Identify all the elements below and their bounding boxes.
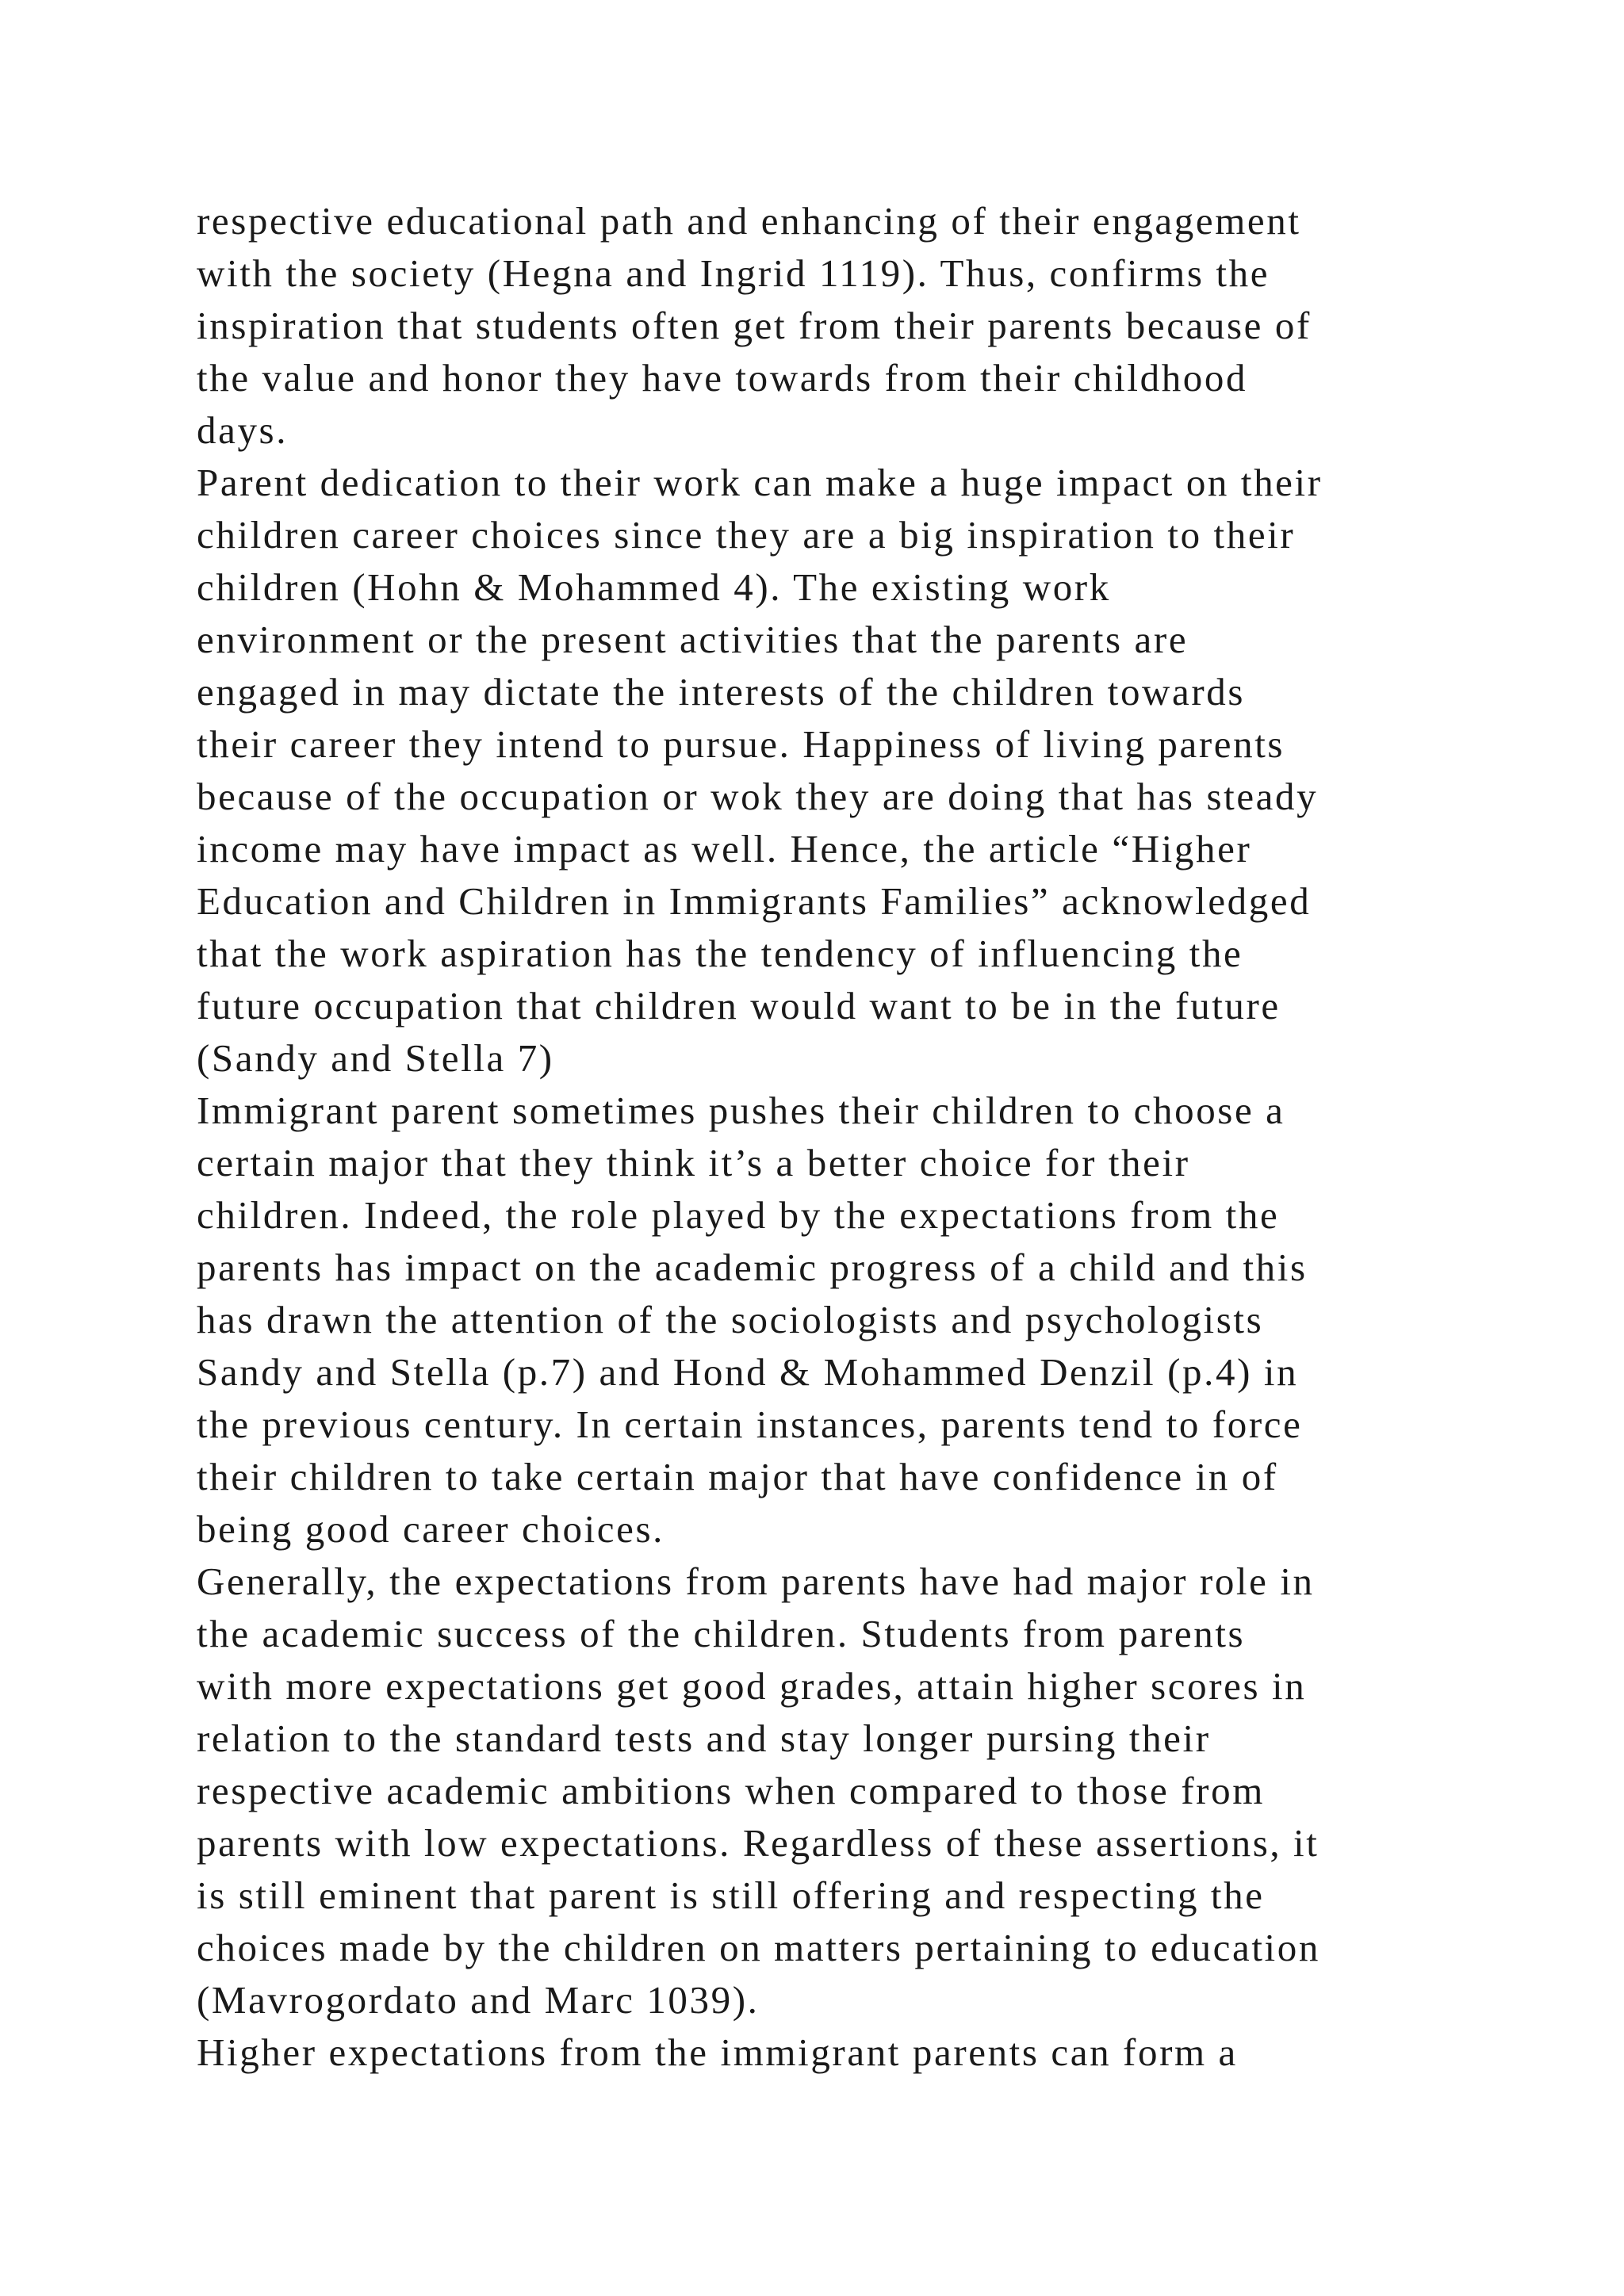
text-line: the academic success of the children. Students from parents bbox=[197, 1612, 1246, 1655]
text-line: (Sandy and Stella 7) bbox=[197, 1036, 554, 1080]
text-line: relation to the standard tests and stay longer pursing their bbox=[197, 1716, 1211, 1760]
text-line: parents with low expectations. Regardless of these assertions, it bbox=[197, 1821, 1320, 1865]
text-line: certain major that they think it’s a better choice for their bbox=[197, 1141, 1190, 1184]
text-line: Sandy and Stella (p.7) and Hond & Mohammed Denzil (p.4) in bbox=[197, 1350, 1299, 1394]
body-text bbox=[197, 195, 1465, 2079]
text-line: has drawn the attention of the sociologists and psychologists bbox=[197, 1298, 1264, 1341]
text-line: children. Indeed, the role played by the expectations from the bbox=[197, 1193, 1280, 1237]
text-line: Parent dedication to their work can make a huge impact on their bbox=[197, 461, 1323, 504]
text-line: because of the occupation or wok they are doing that has steady bbox=[197, 775, 1319, 818]
text-line: Immigrant parent sometimes pushes their children to choose a bbox=[197, 1089, 1285, 1132]
text-line: respective academic ambitions when compared to those from bbox=[197, 1769, 1265, 1812]
text-line: is still eminent that parent is still offering and respecting the bbox=[197, 1873, 1265, 1917]
text-line: their career they intend to pursue. Happiness of living parents bbox=[197, 722, 1285, 766]
text-line: with more expectations get good grades, attain higher scores in bbox=[197, 1664, 1307, 1708]
text-line: with the society (Hegna and Ingrid 1119). Thus, confirms the bbox=[197, 251, 1270, 295]
text-line: days. bbox=[197, 408, 289, 452]
text-line: that the work aspiration has the tendency of influencing the bbox=[197, 932, 1243, 975]
text-line: choices made by the children on matters pertaining to education bbox=[197, 1926, 1320, 1969]
text-line: respective educational path and enhancing of their engagement bbox=[197, 199, 1301, 243]
text-line: engaged in may dictate the interests of the children towards bbox=[197, 670, 1246, 714]
text-line: their children to take certain major that have confidence in of bbox=[197, 1455, 1278, 1498]
text-line: Education and Children in Immigrants Families” acknowledged bbox=[197, 879, 1312, 923]
text-line: (Mavrogordato and Marc 1039). bbox=[197, 1978, 760, 2022]
text-line: the previous century. In certain instances, parents tend to force bbox=[197, 1402, 1303, 1446]
text-line: future occupation that children would want to be in the future bbox=[197, 984, 1281, 1027]
text-line: the value and honor they have towards from their childhood bbox=[197, 356, 1248, 400]
text-line: children career choices since they are a big inspiration to their bbox=[197, 513, 1296, 557]
text-line: parents has impact on the academic progress of a child and this bbox=[197, 1246, 1308, 1289]
text-line: being good career choices. bbox=[197, 1507, 665, 1551]
text-line: environment or the present activities that the parents are bbox=[197, 618, 1189, 661]
text-line: Higher expectations from the immigrant parents can form a bbox=[197, 2030, 1238, 2074]
text-line: income may have impact as well. Hence, the article “Higher bbox=[197, 827, 1252, 871]
text-line: inspiration that students often get from their parents because of bbox=[197, 304, 1312, 347]
text-line: Generally, the expectations from parents have had major role in bbox=[197, 1559, 1315, 1603]
text-line: children (Hohn & Mohammed 4). The existing work bbox=[197, 565, 1111, 609]
